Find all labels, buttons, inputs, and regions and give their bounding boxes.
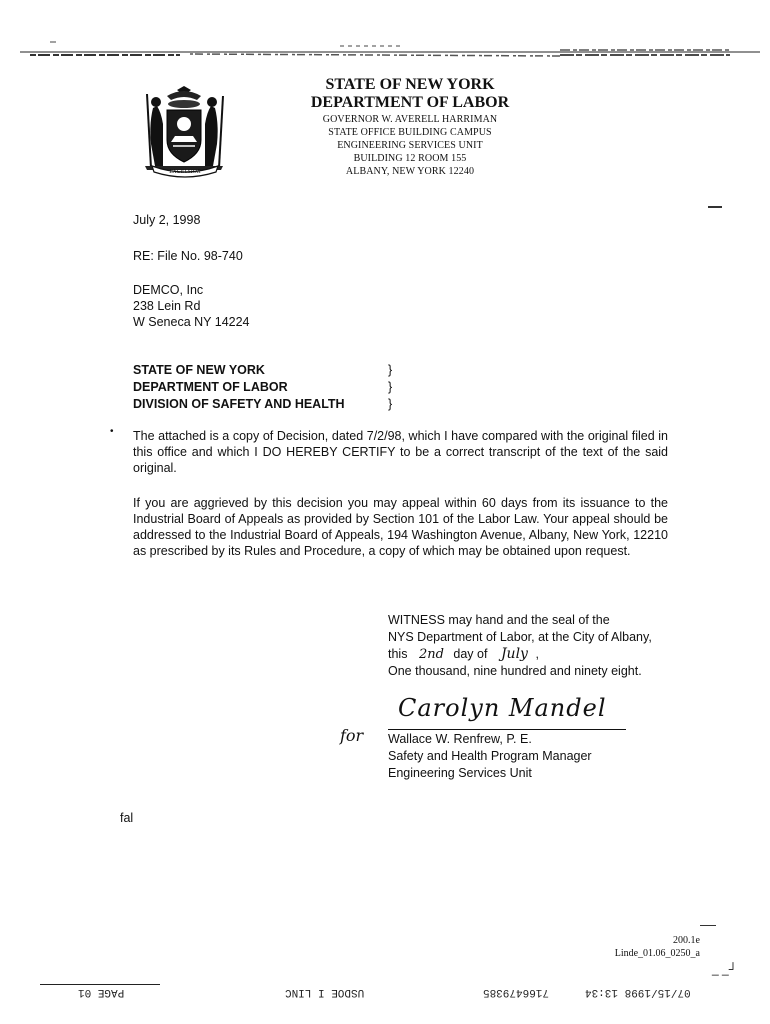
scan-speck [708,206,722,208]
witness-this: this [388,647,408,661]
handwritten-month: July [500,646,528,662]
witness-day-of: day of [453,647,488,661]
typist-initials: fal [120,811,134,825]
letterhead-org: STATE OF NEW YORK [325,76,495,93]
handwritten-day: 2nd [418,647,444,662]
fax-sender: USDOE I LINC [285,986,365,998]
caption-line: STATE OF NEW YORK [133,363,265,377]
recipient-line: DEMCO, Inc [133,283,204,297]
appeal-paragraph: If you are aggrieved by this decision you may appeal within 60 days from its issuance to the Industrial Board of Appeals as provided by Section 101 of the Labor Law. Your appeal should be addressed to the Industrial Board of Appeals, 194 Washington Avenue, Albany, New York, 12210 as prescribed by its Rules and Procedure, a copy of which may be obtained upon request. [133,496,668,558]
witness-line-date [388,646,539,663]
witness-line: NYS Department of Labor, at the City of Albany, [388,630,652,644]
letter-date: July 2, 1998 [133,213,201,227]
handwritten-signature: Carolyn Mandel [398,694,607,722]
caption-bracket: } [388,380,393,394]
recipient-line: 238 Lein Rd [133,299,201,313]
footer-rule [40,984,160,985]
signatory-unit: Engineering Services Unit [388,766,532,780]
doc-code-number: 200.1e [673,935,700,946]
seal-motto-ribbon [150,162,220,178]
certification-paragraph: The attached is a copy of Decision, dated 7/2/98, which I have compared with the original filed in this office and which I DO HEREBY CERTIFY to be a correct transcript of the text of the said original. [133,429,668,475]
letterhead-address-line: STATE OFFICE BUILDING CAMPUS [328,127,492,138]
letterhead-dept: DEPARTMENT OF LABOR [310,94,510,111]
witness-comma: , [535,647,539,661]
witness-line: WITNESS may hand and the seal of the [388,613,610,627]
fax-header-strip [0,38,770,68]
fax-number: 7166479385 [483,986,550,998]
witness-line: One thousand, nine hundred and ninety eight. [388,664,642,678]
fax-timestamp: 07/15/1998 13:34 [585,986,691,998]
letterhead-address-line: GOVERNOR W. AVERELL HARRIMAN [322,114,498,125]
letterhead-address-line: BUILDING 12 ROOM 155 [353,153,467,164]
handwritten-for-mark: for [340,726,364,745]
caption-line: DIVISION OF SAFETY AND HEALTH [133,397,345,411]
scan-speck [700,925,716,926]
doc-code-id: Linde_01.06_0250_a [614,948,700,959]
caption-bracket: } [388,397,393,411]
signatory-name: Wallace W. Renfrew, P. E. [388,732,532,746]
corner-mark: _ _┘ [712,962,738,976]
recipient-line: W Seneca NY 14224 [133,315,250,329]
caption-bracket: } [388,363,393,377]
fax-page: PAGE 01 [78,986,125,998]
signature-line [388,729,626,730]
letterhead-address-line: ENGINEERING SERVICES UNIT [337,140,483,151]
letterhead-address-line: ALBANY, NEW YORK 12240 [345,166,475,177]
caption-line: DEPARTMENT OF LABOR [133,380,288,394]
file-reference: RE: File No. 98-740 [133,249,243,263]
margin-mark: • [110,426,114,437]
svg-text:EXCELSIOR: EXCELSIOR [169,169,201,175]
signatory-title: Safety and Health Program Manager [388,749,592,763]
